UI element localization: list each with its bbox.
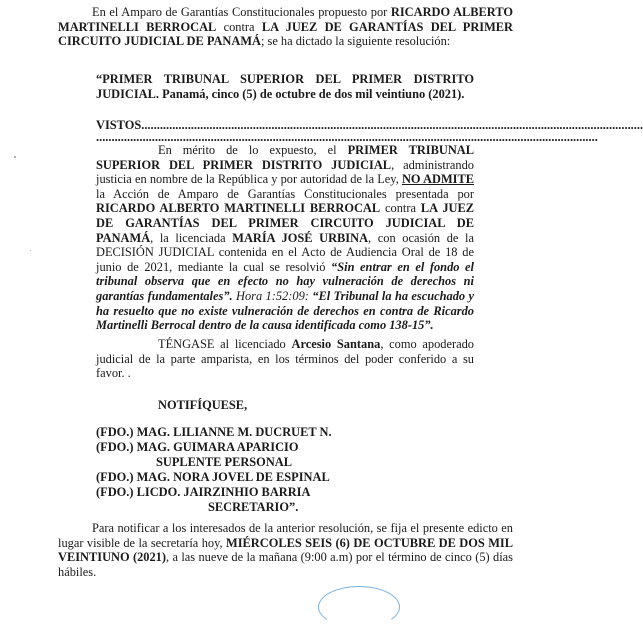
final-text-1: Para notificar a los interesados de la anterior resolución, se fija el presente edicto en lugar visible de la secretaría hoy, <box>58 521 513 550</box>
intro-paragraph <box>58 5 513 49</box>
stamp-arc <box>318 586 400 628</box>
body-text-1: En mérito de lo expuesto, el <box>158 143 348 157</box>
signature-line-5: (FDO.) LICDO. JAIRZINHIO BARRIA <box>96 485 311 499</box>
body-text-6: , con ocasión de la DECISIÓN JUDICIAL contenida en el Acto de Audiencia Oral de 18 de junio de 2021, mediante la cual se resolvió <box>96 230 474 274</box>
resolution-heading: “PRIMER TRIBUNAL SUPERIOR DEL PRIMER DISTRITO JUDICIAL. Panamá, cinco (5) de octubre de dos mil veintiuno (2021). <box>96 72 474 101</box>
body-judge-name: MARÍA JOSÉ URBINA <box>232 230 369 245</box>
signature-line-6: SECRETARIO”. <box>208 500 299 514</box>
intro-text-3: ; se ha dictado la siguiente resolución: <box>260 34 451 49</box>
body-court-name: PRIMER TRIBUNAL SUPERIOR DEL PRIMER DISTRITO JUDICIAL <box>96 143 474 172</box>
tengase-text-1: TÉNGASE al licenciado <box>158 337 292 351</box>
tengase-lawyer: Arcesio Santana <box>291 337 381 351</box>
scan-speck <box>14 156 16 158</box>
vistos-label: VISTOS <box>96 118 142 132</box>
body-text-3: la Acción de Amparo de Garantías Constitucionales presentada por <box>96 186 474 201</box>
scan-speck <box>30 250 31 251</box>
body-no-admite: NO ADMITE <box>401 172 474 187</box>
intro-defendant: LA JUEZ DE GARANTÍAS DEL PRIMER CIRCUITO JUDICIAL DE PANAMÁ <box>58 19 514 49</box>
resolution-body <box>96 143 474 333</box>
signature-line-2: (FDO.) MAG. GUIMARA APARICIO <box>96 440 299 454</box>
final-date: MIÉRCOLES SEIS (6) DE OCTUBRE DE DOS MIL VEINTIUNO (2021) <box>58 535 513 565</box>
vistos-dots: .................................................................................................................................................................. <box>141 118 643 132</box>
body-defendant: LA JUEZ DE GARANTÍAS DEL PRIMER CIRCUITO JUDICIAL DE PANAMÁ <box>96 201 474 245</box>
body-text-4: contra <box>380 201 421 216</box>
tengase-text-2: , como apoderado judicial de la parte amparista, en los términos del poder conferido a su favor. . <box>96 337 475 381</box>
body-plaintiff: RICARDO ALBERTO MARTINELLI BERROCAL <box>96 201 381 216</box>
signature-line-3: SUPLENTE PERSONAL <box>156 455 292 469</box>
body-time: Hora 1:52:09: <box>232 288 313 303</box>
intro-text-2: contra <box>216 19 262 34</box>
signature-line-4: (FDO.) MAG. NORA JOVEL DE ESPINAL <box>96 470 330 484</box>
intro-plaintiff: RICARDO ALBERTO MARTINELLI BERROCAL <box>58 5 513 34</box>
final-paragraph <box>58 521 513 579</box>
intro-text-1: En el Amparo de Garantías Constitucionales propuesto por <box>92 5 391 19</box>
body-text-2: , administrando justicia en nombre de la República y por autoridad de la Ley, <box>96 157 474 187</box>
final-text-2: , a las nueve de la mañana (9:00 a.m) por el término de cinco (5) días hábiles. <box>58 550 513 579</box>
notifiquese-label: NOTIFÍQUESE, <box>158 398 248 412</box>
tengase-paragraph <box>96 337 474 381</box>
signature-line-1: (FDO.) MAG. LILIANNE M. DUCRUET N. <box>96 425 332 439</box>
body-quote-1: “Sin entrar en el fondo el tribunal observa que en efecto no hay vulneración de derechos ni garantías fundamentales”. <box>96 259 474 303</box>
body-text-5: , la licenciada <box>150 230 233 245</box>
body-quote-2: “El Tribunal la ha escuchado y ha resuelto que no existe vulneración de derechos en contra de Ricardo Martinelli Berrocal dentro de la causa identificada como 138-15”. <box>96 288 474 333</box>
dotted-separator: .................................................................................................................................................................. <box>96 130 598 144</box>
